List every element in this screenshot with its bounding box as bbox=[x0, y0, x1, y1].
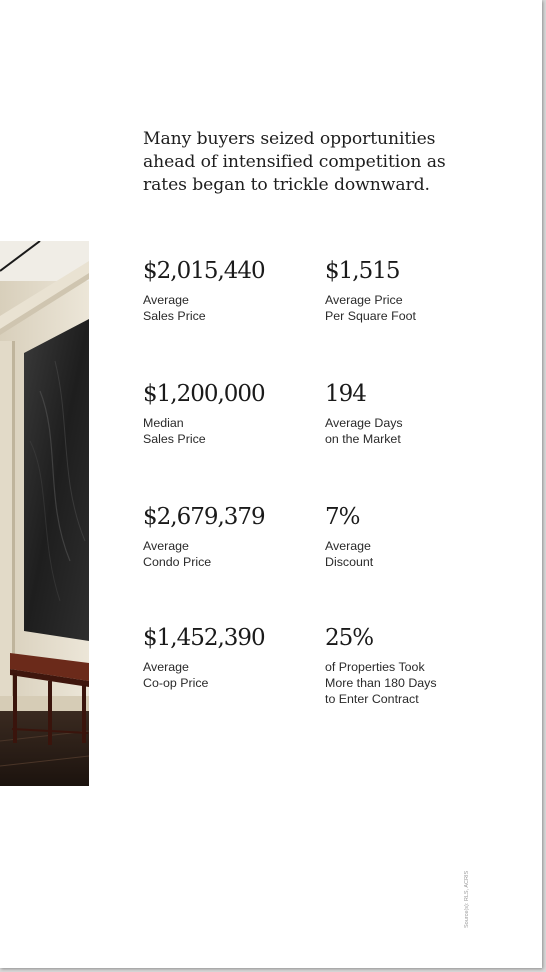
interior-photo bbox=[0, 241, 89, 786]
stat-value: $1,515 bbox=[325, 258, 400, 284]
stat-median-sales-price bbox=[143, 380, 323, 447]
stat-label: Average Discount bbox=[325, 539, 374, 569]
stat-label: of Properties Took More than 180 Days to Enter Contract bbox=[325, 660, 437, 706]
intro-paragraph: Many buyers seized opportunities ahead of intensified competition as rates began to trickle downward. bbox=[143, 129, 446, 195]
stat-average-days-on-market bbox=[325, 380, 505, 447]
stat-value: 7% bbox=[325, 504, 360, 530]
stat-label: Average Sales Price bbox=[143, 293, 206, 323]
stat-properties-over-180-days bbox=[325, 624, 505, 707]
stat-label: Average Days on the Market bbox=[325, 416, 403, 446]
stat-value: $1,200,000 bbox=[143, 381, 265, 407]
stat-label: Average Condo Price bbox=[143, 539, 212, 569]
stat-value: $2,679,379 bbox=[143, 504, 265, 530]
stat-average-coop-price bbox=[143, 624, 323, 691]
stat-average-price-per-sqft bbox=[325, 257, 505, 324]
stat-average-sales-price bbox=[143, 257, 323, 324]
source-note: Source(s): RLS, ACRIS bbox=[464, 870, 470, 928]
stat-label: Average Co-op Price bbox=[143, 660, 209, 690]
stat-average-condo-price bbox=[143, 503, 323, 570]
stat-average-discount bbox=[325, 503, 505, 570]
stat-value: $1,452,390 bbox=[143, 625, 265, 651]
stat-label: Average Price Per Square Foot bbox=[325, 293, 416, 323]
stat-value: $2,015,440 bbox=[143, 258, 265, 284]
stat-label: Median Sales Price bbox=[143, 416, 206, 446]
stat-value: 25% bbox=[325, 625, 374, 651]
stat-value: 194 bbox=[325, 381, 366, 407]
